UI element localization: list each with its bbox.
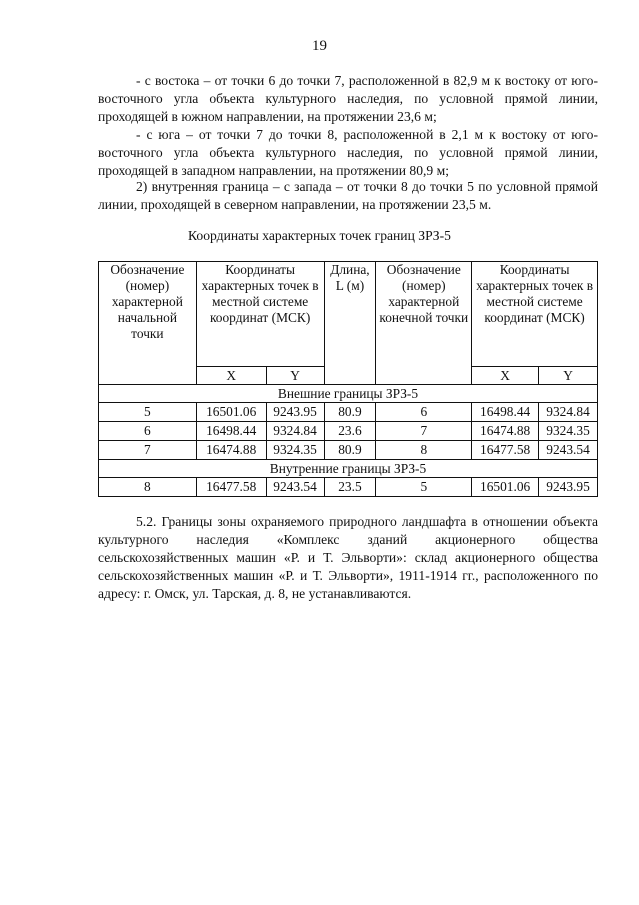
cell-y1: 9243.54	[266, 478, 324, 497]
table-caption: Координаты характерных точек границ ЗРЗ-5	[188, 228, 451, 243]
cell-y1: 9324.35	[266, 441, 324, 460]
table-row	[99, 422, 598, 441]
header-y-end: Y	[539, 367, 598, 385]
paragraph-south-boundary: - с юга – от точки 7 до точки 8, расположенной в 2,1 м к востоку от юго-восточного угла объекта культурного наследия, по условной прямой линии, проходящей в западном направлении, на протяжении 80,9 м;	[98, 127, 598, 178]
coordinates-table	[98, 261, 598, 497]
header-end-point: Обозначение (номер) характерной конечной точки	[376, 262, 472, 385]
inner-boundary-label: Внутренние границы ЗРЗ-5	[99, 460, 598, 478]
cell-from: 7	[99, 441, 197, 460]
cell-x1: 16477.58	[196, 478, 266, 497]
cell-y1: 9243.95	[266, 403, 324, 422]
cell-to: 5	[376, 478, 472, 497]
table-row	[99, 478, 598, 497]
header-x-end: X	[472, 367, 539, 385]
cell-x1: 16501.06	[196, 403, 266, 422]
cell-x2: 16477.58	[472, 441, 539, 460]
table-row	[99, 403, 598, 422]
page-number: 19	[312, 38, 327, 54]
cell-from: 5	[99, 403, 197, 422]
cell-y2: 9324.84	[539, 403, 598, 422]
cell-from: 6	[99, 422, 197, 441]
header-coords-end: Координаты характерных точек в местной системе координат (МСК)	[472, 262, 598, 367]
cell-x2: 16501.06	[472, 478, 539, 497]
cell-y2: 9243.95	[539, 478, 598, 497]
table-row	[99, 441, 598, 460]
header-start-point: Обозначение (номер) характерной начальной точки	[99, 262, 197, 385]
cell-length: 80.9	[324, 403, 376, 422]
cell-y2: 9324.35	[539, 422, 598, 441]
header-length: Длина, L (м)	[324, 262, 376, 385]
cell-x1: 16474.88	[196, 441, 266, 460]
cell-x1: 16498.44	[196, 422, 266, 441]
cell-to: 6	[376, 403, 472, 422]
header-y-start: Y	[266, 367, 324, 385]
cell-to: 8	[376, 441, 472, 460]
cell-length: 80.9	[324, 441, 376, 460]
header-coords-start: Координаты характерных точек в местной системе координат (МСК)	[196, 262, 324, 367]
cell-x2: 16498.44	[472, 403, 539, 422]
paragraph-east-boundary: - с востока – от точки 6 до точки 7, расположенной в 82,9 м к востоку от юго-восточного угла объекта культурного наследия, по условной прямой линии, проходящей в южном направлении, на протяжении 23,6 м;	[98, 73, 598, 124]
cell-from: 8	[99, 478, 197, 497]
cell-length: 23.5	[324, 478, 376, 497]
header-x-start: X	[196, 367, 266, 385]
outer-boundary-label: Внешние границы ЗРЗ-5	[99, 385, 598, 403]
cell-length: 23.6	[324, 422, 376, 441]
cell-to: 7	[376, 422, 472, 441]
cell-x2: 16474.88	[472, 422, 539, 441]
cell-y2: 9243.54	[539, 441, 598, 460]
cell-y1: 9324.84	[266, 422, 324, 441]
paragraph-inner-boundary: 2) внутренняя граница – с запада – от точки 8 до точки 5 по условной прямой линии, проходящей в северном направлении, на протяжении 23,5 м.	[98, 179, 598, 212]
paragraph-section-5-2: 5.2. Границы зоны охраняемого природного ландшафта в отношении объекта культурного наследия «Комплекс зданий акционерного общества сельскохозяйственных машин «Р. и Т. Эльворти»: склад акционерного общества сельскохозяйственных машин «Р. и Т. Эльворти», 1911-1914 гг., расположенного по адресу: г. Омск, ул. Тарская, д. 8, не устанавливаются.	[98, 514, 598, 601]
